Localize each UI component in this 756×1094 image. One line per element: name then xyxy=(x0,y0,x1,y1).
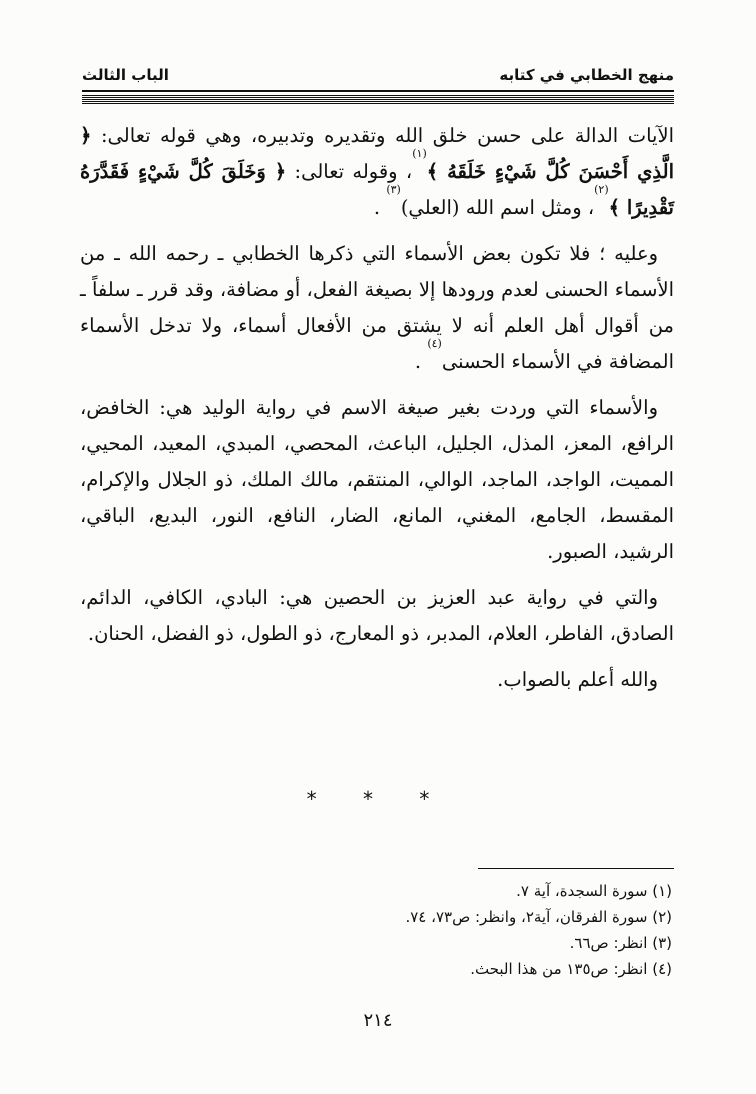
p1-text-c: ، ومثل اسم الله (العلي) xyxy=(400,196,595,219)
footnote-item xyxy=(252,930,672,956)
chapter-title: الباب الثالث xyxy=(82,66,169,84)
footnote-number: (٤) xyxy=(652,960,672,978)
paragraph-1 xyxy=(80,118,674,226)
footnote-ref-3[interactable]: (٣) xyxy=(386,183,401,196)
footnote-text: سورة السجدة، آية ٧. xyxy=(516,882,648,900)
footnote-rule xyxy=(478,868,674,869)
paragraph-3: والأسماء التي وردت بغير صيغة الاسم في رواية الوليد هي: الخافض، الرافع، المعز، المذل، الجليل، الباعث، المحصي، المبدي، المعيد، المحيي، المميت، الواجد، الماجد، الوالي، المنتقم، مالك الملك، ذو الجلال والإكرام، المقسط، الجامع، المغني، المانع، الضار، النافع، النور، البديع، الباقي، الرشيد، الصبور. xyxy=(80,396,674,563)
running-header xyxy=(82,66,674,84)
section-separator: * * * xyxy=(306,787,450,811)
p1-text-a: الآيات الدالة على حسن خلق الله وتقديره وتدبيره، وهي قوله تعالى: xyxy=(100,124,674,147)
paragraph-4: والتي في رواية عبد العزيز بن الحصين هي: البادي، الكافي، الدائم، الصادق، الفاطر، العلام، المدبر، ذو المعارج، ذو الطول، ذو الفضل، الحنان. xyxy=(80,586,674,645)
footnote-text: انظر: ص١٣٥ من هذا البحث. xyxy=(470,960,648,978)
footnote-item xyxy=(252,956,672,982)
page-number: ٢١٤ xyxy=(363,1010,393,1031)
paragraph-5: والله أعلم بالصواب. xyxy=(497,668,658,691)
p2-end: . xyxy=(414,350,422,373)
book-title: منهج الخطابي في كتابه xyxy=(499,66,674,84)
footnote-text: سورة الفرقان، آية٢، وانظر: ص٧٣، ٧٤. xyxy=(405,908,648,926)
main-text xyxy=(80,118,674,708)
footnote-ref-2[interactable]: (٢) xyxy=(594,183,609,196)
p1-text-d: . xyxy=(373,196,381,219)
footnotes xyxy=(252,878,672,982)
footnote-number: (٢) xyxy=(652,908,672,926)
p1-text-b: ، وقوله تعالى: xyxy=(294,160,413,183)
quran-verse-1: ﴿ الَّذِي أَحْسَنَ كُلَّ شَيْءٍ خَلَقَهُ ﴾ xyxy=(80,124,674,183)
header-rule-thin xyxy=(82,90,674,92)
footnote-number: (١) xyxy=(652,882,672,900)
footnote-item xyxy=(252,878,672,904)
footnote-number: (٣) xyxy=(652,934,672,952)
footnote-text: انظر: ص٦٦. xyxy=(569,934,648,952)
paragraph-2 xyxy=(80,236,674,380)
footnote-ref-1[interactable]: (١) xyxy=(412,147,427,160)
footnote-ref-4[interactable]: (٤) xyxy=(427,337,442,350)
footnote-item xyxy=(252,904,672,930)
p2-text: وعليه ؛ فلا تكون بعض الأسماء التي ذكرها الخطابي ـ رحمه الله ـ من الأسماء الحسنى لعدم ورودها إلا بصيغة الفعل، أو مضافة، وقد قرر ـ سلفاً ـ من أقوال أهل العلم أنه لا يشتق من الأفعال أسماء، ولا تدخل الأسماء المضافة في الأسماء الحسنى xyxy=(80,242,674,373)
quran-verse-2: ﴿ وَخَلَقَ كُلَّ شَيْءٍ فَقَدَّرَهُ تَقْدِيرًا ﴾ xyxy=(80,160,674,219)
header-rule-thick xyxy=(82,95,674,105)
